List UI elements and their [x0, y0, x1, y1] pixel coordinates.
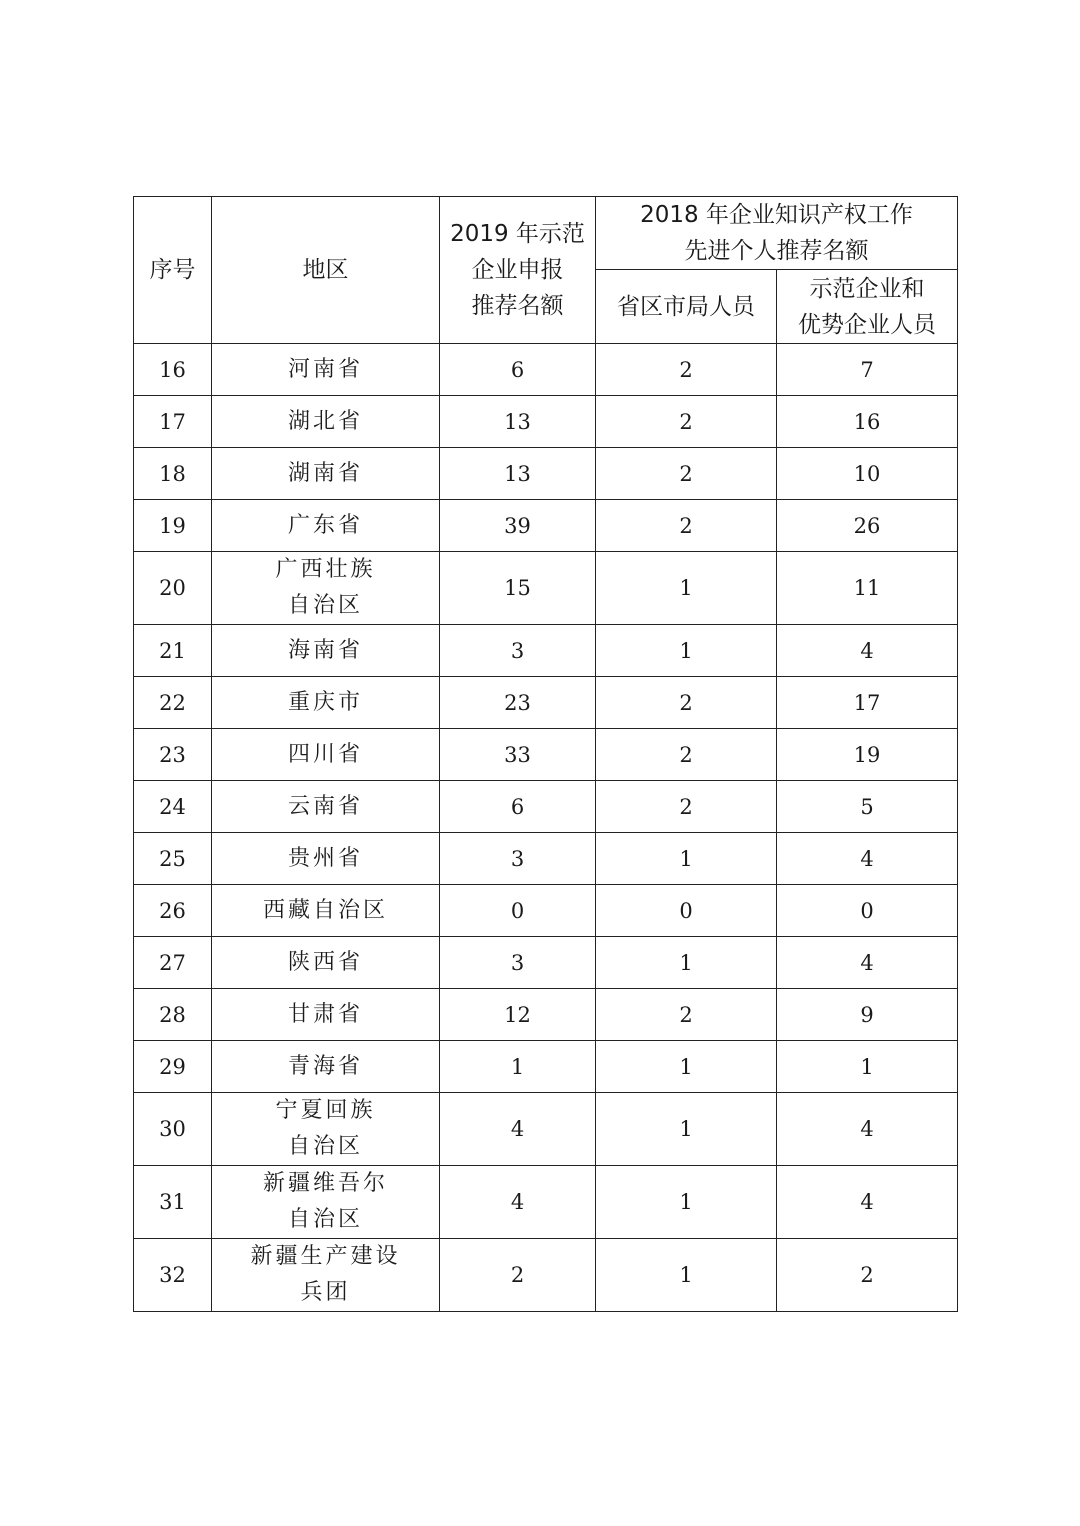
- cell-seq: 24: [134, 781, 212, 833]
- cell-demo-quota: 6: [440, 344, 596, 396]
- cell-seq: 19: [134, 500, 212, 552]
- header-provincial-staff: 省区市局人员: [596, 270, 777, 344]
- cell-provincial-staff: 2: [596, 396, 777, 448]
- table-row: [134, 1166, 958, 1239]
- region-line: 青海省: [287, 1053, 363, 1079]
- region-line: 兵团: [300, 1280, 351, 1305]
- table-row: [134, 989, 958, 1041]
- table-row: [134, 937, 958, 989]
- cell-seq: 17: [134, 396, 212, 448]
- cell-enterprise-staff: 10: [777, 448, 958, 500]
- table-row: [134, 625, 958, 677]
- header-demo-quota: 2019 年示范 企业申报 推荐名额: [440, 197, 596, 344]
- cell-seq: 31: [134, 1166, 212, 1239]
- cell-provincial-staff: 1: [596, 625, 777, 677]
- cell-seq: 21: [134, 625, 212, 677]
- cell-demo-quota: 33: [440, 729, 596, 781]
- table-row: [134, 1093, 958, 1166]
- region-line: 广西壮族: [275, 557, 376, 582]
- cell-region: [212, 729, 440, 781]
- cell-region: [212, 677, 440, 729]
- cell-demo-quota: 23: [440, 677, 596, 729]
- cell-enterprise-staff: 0: [777, 885, 958, 937]
- table-row: [134, 396, 958, 448]
- table-row: [134, 781, 958, 833]
- cell-seq: 25: [134, 833, 212, 885]
- region-line: 甘肃省: [287, 1001, 363, 1027]
- cell-seq: 28: [134, 989, 212, 1041]
- cell-region: [212, 937, 440, 989]
- cell-seq: 27: [134, 937, 212, 989]
- table-row: [134, 1239, 958, 1312]
- cell-demo-quota: 39: [440, 500, 596, 552]
- cell-region: [212, 500, 440, 552]
- cell-enterprise-staff: 1: [777, 1041, 958, 1093]
- cell-provincial-staff: 1: [596, 1041, 777, 1093]
- cell-seq: 32: [134, 1239, 212, 1312]
- region-line: 宁夏回族: [275, 1098, 376, 1123]
- cell-seq: 16: [134, 344, 212, 396]
- cell-provincial-staff: 1: [596, 1093, 777, 1166]
- cell-provincial-staff: 0: [596, 885, 777, 937]
- cell-demo-quota: 2: [440, 1239, 596, 1312]
- table-row: [134, 677, 958, 729]
- cell-enterprise-staff: 7: [777, 344, 958, 396]
- region-line: 新疆生产建设: [250, 1244, 401, 1269]
- cell-region: [212, 1166, 440, 1239]
- cell-provincial-staff: 2: [596, 989, 777, 1041]
- cell-demo-quota: 1: [440, 1041, 596, 1093]
- table-row: [134, 344, 958, 396]
- cell-provincial-staff: 2: [596, 344, 777, 396]
- cell-region: [212, 781, 440, 833]
- cell-enterprise-staff: 2: [777, 1239, 958, 1312]
- cell-enterprise-staff: 11: [777, 552, 958, 625]
- cell-enterprise-staff: 4: [777, 1166, 958, 1239]
- cell-demo-quota: 13: [440, 448, 596, 500]
- cell-provincial-staff: 1: [596, 1239, 777, 1312]
- region-line: 重庆市: [287, 689, 363, 715]
- cell-demo-quota: 6: [440, 781, 596, 833]
- cell-demo-quota: 4: [440, 1093, 596, 1166]
- cell-enterprise-staff: 26: [777, 500, 958, 552]
- table-row: [134, 1041, 958, 1093]
- cell-demo-quota: 12: [440, 989, 596, 1041]
- cell-provincial-staff: 1: [596, 1166, 777, 1239]
- cell-provincial-staff: 1: [596, 937, 777, 989]
- cell-enterprise-staff: 4: [777, 937, 958, 989]
- cell-provincial-staff: 2: [596, 781, 777, 833]
- cell-seq: 20: [134, 552, 212, 625]
- cell-demo-quota: 3: [440, 625, 596, 677]
- cell-provincial-staff: 2: [596, 729, 777, 781]
- cell-enterprise-staff: 19: [777, 729, 958, 781]
- cell-demo-quota: 3: [440, 833, 596, 885]
- cell-region: [212, 989, 440, 1041]
- region-line: 西藏自治区: [262, 897, 388, 923]
- cell-region: [212, 396, 440, 448]
- cell-provincial-staff: 2: [596, 500, 777, 552]
- cell-enterprise-staff: 16: [777, 396, 958, 448]
- cell-provincial-staff: 1: [596, 552, 777, 625]
- region-line: 广东省: [287, 512, 363, 538]
- region-line: 贵州省: [287, 845, 363, 871]
- cell-seq: 30: [134, 1093, 212, 1166]
- table-row: [134, 552, 958, 625]
- cell-seq: 23: [134, 729, 212, 781]
- cell-provincial-staff: 1: [596, 833, 777, 885]
- cell-demo-quota: 13: [440, 396, 596, 448]
- cell-enterprise-staff: 4: [777, 625, 958, 677]
- region-line: 自治区: [287, 593, 363, 618]
- region-line: 湖南省: [287, 460, 363, 486]
- cell-enterprise-staff: 4: [777, 1093, 958, 1166]
- cell-region: [212, 1041, 440, 1093]
- region-line: 湖北省: [287, 408, 363, 434]
- quota-table: [133, 196, 958, 1312]
- cell-demo-quota: 15: [440, 552, 596, 625]
- cell-demo-quota: 0: [440, 885, 596, 937]
- region-line: 云南省: [287, 793, 363, 819]
- cell-seq: 22: [134, 677, 212, 729]
- cell-region: [212, 448, 440, 500]
- region-line: 新疆维吾尔: [262, 1171, 388, 1196]
- cell-demo-quota: 3: [440, 937, 596, 989]
- cell-demo-quota: 4: [440, 1166, 596, 1239]
- cell-provincial-staff: 2: [596, 448, 777, 500]
- header-advanced-group: 2018 年企业知识产权工作 先进个人推荐名额: [596, 197, 958, 270]
- cell-region: [212, 344, 440, 396]
- region-line: 自治区: [287, 1134, 363, 1159]
- region-line: 陕西省: [287, 949, 363, 975]
- table-row: [134, 500, 958, 552]
- cell-enterprise-staff: 9: [777, 989, 958, 1041]
- cell-enterprise-staff: 5: [777, 781, 958, 833]
- cell-region: [212, 885, 440, 937]
- region-line: 河南省: [287, 356, 363, 382]
- cell-region: [212, 625, 440, 677]
- cell-region: [212, 1093, 440, 1166]
- cell-seq: 18: [134, 448, 212, 500]
- region-line: 自治区: [287, 1207, 363, 1232]
- header-seq: 序号: [134, 197, 212, 344]
- cell-provincial-staff: 2: [596, 677, 777, 729]
- header-region: 地区: [212, 197, 440, 344]
- table-row: [134, 729, 958, 781]
- cell-seq: 29: [134, 1041, 212, 1093]
- table-row: [134, 448, 958, 500]
- region-line: 四川省: [287, 741, 363, 767]
- cell-enterprise-staff: 4: [777, 833, 958, 885]
- cell-region: [212, 833, 440, 885]
- cell-region: [212, 552, 440, 625]
- header-enterprise-staff: 示范企业和 优势企业人员: [777, 270, 958, 344]
- region-line: 海南省: [287, 637, 363, 663]
- table-row: [134, 885, 958, 937]
- table-row: [134, 833, 958, 885]
- cell-enterprise-staff: 17: [777, 677, 958, 729]
- cell-region: [212, 1239, 440, 1312]
- cell-seq: 26: [134, 885, 212, 937]
